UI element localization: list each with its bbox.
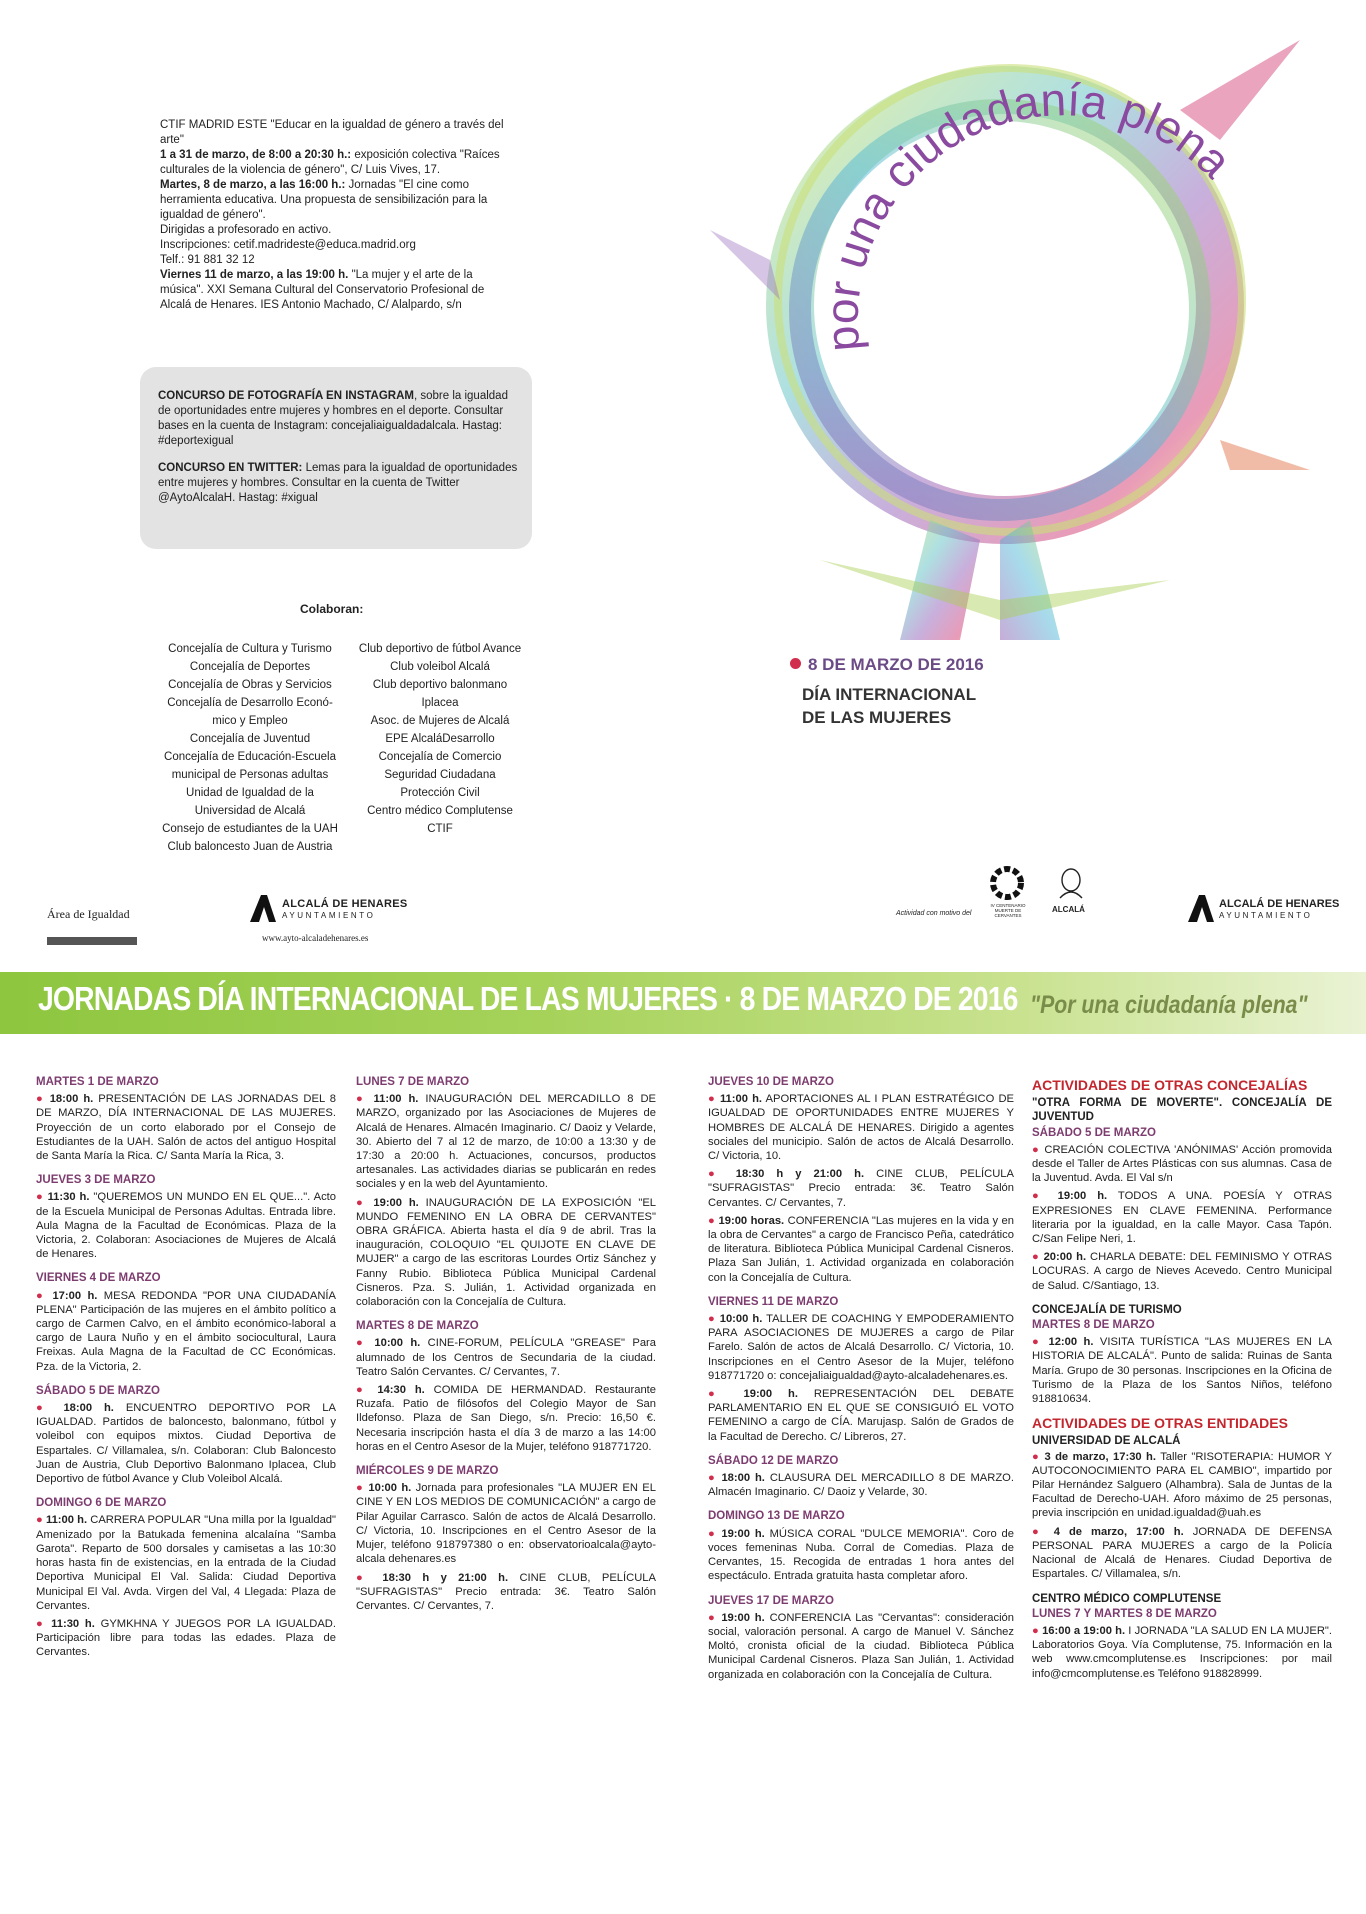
event-time: 10:00 h. (719, 1313, 763, 1326)
colaborador-item: Concejalía de Educación-Escuela (164, 751, 336, 763)
program-event (36, 1401, 336, 1486)
bullet-dot-icon: ● (708, 1611, 722, 1624)
colaborador-item: Iplacea (421, 697, 459, 709)
colaboran-right-list (345, 640, 535, 838)
bullet-dot-icon: ● (708, 1472, 722, 1485)
cervantes-portrait-icon (1056, 868, 1086, 902)
event-time: 19:00 h. (721, 1527, 765, 1540)
colaborador-item: Concejalía de Desarrollo Econó- (167, 697, 333, 709)
event-text: INAUGURACIÓN DE LA EXPOSICIÓN "EL MUNDO FEMENINO EN LA OBRA DE CERVANTES" OBRA GRÁFICA. Abierta hasta el día 9 de abril. Tras la inauguración, COLOQUIO "EL QUIJOTE EN CLAVE DE MUJER" a cargo de las escritoras Lourdes Ortiz Sánchez y Fanny Rubio. Biblioteca Pública Municipal Cardenal Cisneros. Pza. S. Julián, 1. Actividad organizada en colaboración con la Concejalía de Cultura. (356, 1196, 656, 1309)
event-time: 11:30 h. (47, 1191, 90, 1204)
event-text: PRESENTACIÓN DE LAS JORNADAS DEL 8 DE MARZO, DÍA INTERNACIONAL DE LAS MUJERES. Proyección de un corto elaborado por el Consejo de Estudiantes de la UAH. Salón de actos del antiguo Hospital de Santa María la Rica. C/ Santa María la Rica, 3. (36, 1093, 336, 1163)
event-time: 20:00 h. (1043, 1251, 1087, 1264)
event-text: MESA REDONDA "POR UNA CIUDADANÍA PLENA" Participación de las mujeres en el ámbito político a cargo de Carmen Calvo, en el ámbito económico-laboral a cargo de Laura Nuño y en el ámbito sociocultural, Laura Freixas. Aula Magna de la Facultad de CC Económicas. Pza. de la Victoria, 2. (36, 1289, 336, 1373)
bullet-dot-icon: ● (1032, 1251, 1044, 1264)
event-time: 19:00 h. (743, 1388, 798, 1401)
program-title: JORNADAS DÍA INTERNACIONAL DE LAS MUJERES · 8 DE MARZO DE 2016 (38, 980, 1018, 1017)
event-text: CONFERENCIA "Las mujeres en la vida y en la obra de Cervantes" a cargo de Francisco Peña, catedrático de literatura. Biblioteca Pública Municipal Cardenal Cisneros. Plaza San Julián, 1. Actividad organizada en colaboración con la Concejalía de Cultura. (708, 1214, 1015, 1284)
cervantes-logo (1056, 868, 1086, 907)
bullet-dot-icon: ● (36, 1617, 52, 1630)
program-event (708, 1312, 1014, 1383)
turismo-day: MARTES 8 DE MARZO (1032, 1319, 1155, 1332)
other-councils-heading: ACTIVIDADES DE OTRAS CONCEJALÍAS (1032, 1077, 1308, 1093)
event-time: 4 de marzo, 17:00 h. (1053, 1525, 1184, 1538)
program-event (708, 1167, 1014, 1210)
bullet-dot-icon: ● (356, 1337, 375, 1350)
cmc-events (1032, 1624, 1332, 1681)
colaborador-item: Club deportivo de fútbol Avance (358, 643, 522, 655)
colaborador-item: Protección Civil (400, 787, 480, 799)
juventud-events (1032, 1143, 1332, 1293)
ctif-text-1: exposición colectiva "Raíces culturales de la violencia de género", C/ Luis Vives, 17. (160, 149, 500, 176)
ctif-date-1: 1 a 31 de marzo, de 8:00 a 20:30 h.: (160, 149, 352, 161)
other-entities-heading: ACTIVIDADES DE OTRAS ENTIDADES (1032, 1415, 1288, 1432)
event-text: GYMKHNA Y JUEGOS POR LA IGUALDAD. Participación libre para todas las edades. Plaza de Cervantes. (36, 1617, 336, 1659)
centenario-logo (990, 866, 1024, 905)
event-text: CINE-FORUM, PELÍCULA "GREASE" Para alumnado de los Centros de Secundaria de la ciudad. Teatro Salón Cervantes. C/ Cervantes, 7. (356, 1337, 656, 1378)
bullet-dot-icon: ● (356, 1384, 378, 1397)
event-time: 12:00 h. (1048, 1336, 1094, 1349)
event-text: Jornada para profesionales "LA MUJER EN EL CINE Y EN LOS MEDIOS DE COMUNICACIÓN" a cargo de Pilar Aguilar Carrasco. Salón de actos de Alcalá Desarrollo. C/ Victoria, 10. Inscripciones en el Centro Asesor de la Mujer, teléfono 918797380 o en: observatorioalcala@ayto-alcala dehenares.es (356, 1482, 656, 1566)
ayto-city-left: ALCALÁ DE HENARES (282, 898, 408, 910)
uah-title: UNIVERSIDAD DE ALCALÁ (1032, 1435, 1181, 1448)
colaborador-item: Universidad de Alcalá (194, 805, 306, 817)
area-igualdad: Área de Igualdad (47, 907, 130, 921)
bullet-dot-icon: ● (36, 1402, 64, 1415)
program-event (708, 1387, 1014, 1444)
event-time: 10:00 h. (374, 1337, 421, 1350)
colaboran-title: Colaboran: (300, 602, 364, 616)
event-time: 16:00 a 19:00 h. (1042, 1624, 1126, 1637)
program-column-2 (356, 1075, 656, 1617)
contests-box (140, 367, 532, 549)
event-text: JORNADA DE DEFENSA PERSONAL PARA MUJERES a cargo de la Policía Nacional de Alcalá de Henares. Ciudad Deportiva de Espartales. C/ Villamalea, s/n. (1032, 1525, 1332, 1581)
motivo-text: Actividad con motivo del (896, 910, 972, 917)
event-text: Taller "RISOTERAPIA: HUMOR Y AUTOCONOCIMIENTO PARA EL CAMBIO", impartido por Pilar Hernández Salguero (Alhambra). Sala de Juntas de la Facultad de Derecho-UAH. Aforo máximo de 25 personas, previa inscripción en unidad.igualdad@uah.es (1032, 1450, 1332, 1520)
event-text: APORTACIONES AL I PLAN ESTRATÉGICO DE IGUALDAD DE OPORTUNIDADES ENTRE MUJERES Y HOMBRES DE ALCALÁ DE HENARES. Dirigido a agentes sociales del municipio. Salón de actos de Alcalá Desarrollo. C/ Victoria, 10. (708, 1093, 1015, 1163)
program-event (36, 1289, 336, 1374)
event-text: TALLER DE COACHING Y EMPODERAMIENTO PARA ASOCIACIONES DE MUJERES a cargo de Pilar Farelo. Salón de actos de Alcalá Desarrollo. C/ Victoria, 10. Inscripciones en el Centro Asesor de la Mujer, teléfono 918771720 o: concejaliaigualdad@ayto-alcaladehenares.es. (708, 1313, 1014, 1382)
program-day-heading: VIERNES 11 DE MARZO (708, 1295, 839, 1308)
cover-line-2: DE LAS MUJERES (802, 708, 952, 727)
program-event (36, 1190, 336, 1261)
program-day-heading: DOMINGO 13 DE MARZO (708, 1510, 845, 1523)
event-text: CLAUSURA DEL MERCADILLO 8 DE MARZO. Almacén Imaginario. C/ Daoiz y Velarde, 30. (708, 1472, 1014, 1499)
event-text: CINE CLUB, PELÍCULA "SUFRAGISTAS" Precio entrada: 3€. Teatro Salón Cervantes. C/ Cervantes, 7. (708, 1168, 1014, 1209)
event-time: 17:00 h. (52, 1289, 98, 1302)
turismo-events (1032, 1335, 1332, 1406)
program-day-heading: JUEVES 17 DE MARZO (708, 1594, 834, 1607)
event-time: 11:00 h. (45, 1514, 88, 1527)
ayto-label-right: AYUNTAMIENTO (1219, 911, 1313, 920)
event-text: ENCUENTRO DEPORTIVO POR LA IGUALDAD. Partidos de baloncesto, balonmano, fútbol y voleibol con equipos mixtos. Ciudad Deportiva de Espartales. C/ Villamalea, s/n. Colaboran: Club Baloncesto Juan de Austria, Club Deportivo Balonmano Iplacea, Club Deportivo de fútbol Avance y Club Voleibol Alcalá. (36, 1402, 336, 1486)
program-event (36, 1092, 336, 1163)
cover-subtitle (802, 683, 976, 729)
colaborador-item: Concejalía de Cultura y Turismo (168, 643, 332, 655)
ctif-date-3: Viernes 11 de marzo, a las 19:00 h. (160, 269, 349, 281)
program-event (708, 1611, 1014, 1682)
alcala-small-text: ALCALÁ (1052, 905, 1085, 914)
colaborador-item: Consejo de estudiantes de la UAH (162, 823, 338, 835)
colaborador-item: Unidad de Igualdad de la (186, 787, 314, 799)
bullet-dot-icon: ● (1032, 1143, 1045, 1156)
cmc-day: LUNES 7 Y MARTES 8 DE MARZO (1032, 1607, 1217, 1620)
program-event (356, 1571, 656, 1614)
event-text: CREACIÓN COLECTIVA 'ANÓNIMAS' Acción promovida desde el Taller de Artes Plásticas con sus alumnas. Casa de la Juventud. Avda. El Val s/n (1032, 1143, 1332, 1185)
uah-events (1032, 1450, 1332, 1582)
colaborador-item: Concejalía de Juventud (189, 733, 311, 745)
event-text: REPRESENTACIÓN DEL DEBATE PARLAMENTARIO EN EL QUE SE CONSIGUIÓ EL VOTO FEMENINO a cargo de CÍA. Marujasp. Salón de Grados de la Facultad de Derecho. C/ Libreros, 27. (708, 1388, 1014, 1443)
colaborador-item: Concejalía de Comercio (378, 751, 502, 763)
bullet-dot-icon: ● (1032, 1450, 1045, 1463)
program-event (1032, 1189, 1332, 1246)
program-event (356, 1336, 656, 1379)
cmc-title: CENTRO MÉDICO COMPLUTENSE (1032, 1592, 1222, 1605)
program-day-heading: SÁBADO 12 DE MARZO (708, 1454, 839, 1467)
bullet-dot-icon (790, 658, 801, 669)
program-column-3 (708, 1075, 1014, 1686)
event-text: "QUEREMOS UN MUNDO EN EL QUE...". Acto de la Escuela Municipal de Personas Adultas. Entrada libre. Aula Magna de la Facultad de Económicas. Plaza de la Victoria, 2. Colaboran: Asociaciones de Mujeres de Alcalá de Henares. (36, 1191, 336, 1261)
ayto-logo-right (1186, 893, 1216, 928)
ayto-city-right: ALCALÁ DE HENARES (1219, 898, 1340, 910)
program-event (708, 1214, 1014, 1285)
program-day-heading: LUNES 7 DE MARZO (356, 1076, 470, 1088)
event-time: 3 de marzo, 17:30 h. (1044, 1450, 1156, 1463)
event-text: I JORNADA "LA SALUD EN LA MUJER". Laboratorios Goya. Vía Complutense, 75. Información en la web www.cmcomplutense.es Inscripciones: por mail info@cmcomplutense.es Teléfono 918828999. (1032, 1624, 1332, 1680)
program-event (356, 1196, 656, 1310)
colaborador-item: Club deportivo balonmano (372, 679, 508, 691)
event-text: VISITA TURÍSTICA "LAS MUJERES EN LA HISTORIA DE ALCALÁ". Punto de salida: Ruinas de Santa María. Grupo de 30 personas. Inscripciones en la Oficina de Turismo de la Plaza de los Santos Niños, teléfono 918810634. (1032, 1336, 1332, 1406)
centenario-c-icon (990, 866, 1024, 900)
program-event (1032, 1525, 1332, 1582)
program-event (1032, 1624, 1332, 1681)
program-event (708, 1471, 1014, 1499)
bullet-dot-icon: ● (708, 1313, 720, 1326)
bullet-dot-icon: ● (36, 1289, 53, 1302)
event-text: CHARLA DEBATE: DEL FEMINISMO Y OTRAS LOCURAS. A cargo de Nieves Acevedo. Centro Municipal de Salud. C/Santiago, 13. (1032, 1251, 1332, 1292)
ctif-info (160, 118, 510, 313)
program-slogan: "Por una ciudadanía plena" (1030, 991, 1308, 1019)
instagram-contest-title: CONCURSO DE FOTOGRAFÍA EN INSTAGRAM (158, 390, 414, 402)
bullet-dot-icon: ● (708, 1527, 722, 1540)
ctif-text-2: Jornadas "El cine como herramienta educativa. Una propuesta de sensibilización para la igualdad de género". (160, 179, 488, 221)
colaborador-item: Seguridad Ciudadana (384, 769, 496, 781)
program-event (1032, 1335, 1332, 1406)
bullet-dot-icon: ● (1032, 1336, 1049, 1349)
colaborador-item: Centro médico Complutense (367, 805, 513, 817)
bullet-dot-icon: ● (1032, 1525, 1054, 1538)
program-column-1 (36, 1075, 336, 1664)
bullet-dot-icon: ● (1032, 1190, 1058, 1203)
event-text: TODOS A UNA. POESÍA Y OTRAS EXPRESIONES EN CLAVE FEMENINA. Performance literaria por la igualdad, en la calle Mayor. Casa Tapón. C/San Felipe Neri, 1. (1032, 1190, 1332, 1246)
event-time: 19:00 horas. (718, 1214, 785, 1227)
colaborador-item: municipal de Personas adultas (171, 769, 329, 781)
bullet-dot-icon: ● (36, 1514, 46, 1527)
colaboran-left-list (150, 640, 350, 856)
event-text: COMIDA DE HERMANDAD. Restaurante Ruzafa. Patio de filósofos del Colegio Mayor de San Ildefonso. Plaza de San Diego, s/n. Precio: 16,50 €. Necesaria inscripción hasta el día 3 de marzo a las 14:00 horas en el Centro Asesor de la Mujer, teléfono 918771720. (356, 1384, 656, 1453)
program-day-heading: DOMINGO 6 DE MARZO (36, 1497, 167, 1510)
event-time: 19:00 h. (721, 1611, 765, 1624)
program-event (708, 1092, 1014, 1163)
bullet-dot-icon: ● (36, 1191, 48, 1204)
colaborador-item: EPE AlcaláDesarrollo (385, 733, 495, 745)
event-time: 18:30 h y 21:00 h. (382, 1571, 509, 1584)
program-event (356, 1481, 656, 1566)
ayto-web: www.ayto-alcaladehenares.es (262, 933, 369, 943)
program-event (708, 1527, 1014, 1584)
colaborador-item: Concejalía de Deportes (189, 661, 311, 673)
alcala-a-icon (1186, 893, 1216, 923)
centenario-text: IV CENTENARIO MUERTE DE CERVANTES (990, 903, 1026, 918)
bullet-dot-icon: ● (708, 1093, 720, 1106)
event-time: 11:00 h. (373, 1093, 419, 1106)
event-time: 11:00 h. (719, 1093, 763, 1106)
bullet-dot-icon: ● (356, 1196, 374, 1209)
program-day-heading: VIERNES 4 DE MARZO (36, 1272, 161, 1285)
ctif-text-3: "La mujer y el arte de la música". XXI Semana Cultural del Conservatorio Profesional de Alcalá de Henares. IES Antonio Machado, C/ Alalpardo, s/n (160, 269, 485, 311)
event-time: 19:00 h. (1057, 1190, 1108, 1203)
event-time: 11:30 h. (51, 1617, 95, 1630)
program-event (1032, 1143, 1332, 1186)
turismo-title: CONCEJALÍA DE TURISMO (1032, 1303, 1182, 1316)
bullet-dot-icon: ● (36, 1093, 50, 1106)
footer-logo-strip (47, 937, 137, 945)
twitter-contest-title: CONCURSO EN TWITTER: (158, 462, 303, 474)
colaborador-item: Asoc. de Mujeres de Alcalá (370, 715, 510, 727)
program-day-heading: MIÉRCOLES 9 DE MARZO (356, 1465, 499, 1478)
event-time: 10:00 h. (368, 1482, 412, 1495)
juventud-title: "OTRA FORMA DE MOVERTE". CONCEJALÍA DE JUVENTUD (1032, 1097, 1332, 1124)
program-column-4 (1032, 1078, 1332, 1685)
twitter-contest-text: Lemas para la igualdad de oportunidades entre mujeres y hombres. Consultar en la cuenta de Twitter @AytoAlcalaH. Hastag: #xigual (158, 462, 518, 504)
program-event (356, 1383, 656, 1454)
program-event (36, 1617, 336, 1660)
program-day-heading: SÁBADO 5 DE MARZO (36, 1384, 160, 1397)
cover-date-text: 8 DE MARZO DE 2016 (808, 655, 984, 674)
ayto-logo-left (248, 893, 278, 928)
program-event (356, 1092, 656, 1191)
cover-date (790, 655, 984, 675)
colaborador-item: mico y Empleo (212, 715, 288, 727)
cover-slogan (760, 60, 1320, 620)
ctif-email: Inscripciones: cetif.madrideste@educa.madrid.org (160, 239, 416, 251)
colaborador-item: Club baloncesto Juan de Austria (167, 841, 333, 853)
program-day-heading: MARTES 1 DE MARZO (36, 1076, 159, 1088)
cover-line-1: DÍA INTERNACIONAL (802, 685, 977, 704)
slogan-text (815, 73, 1241, 354)
event-time: 18:30 h y 21:00 h. (735, 1168, 865, 1181)
ayto-label-left: AYUNTAMIENTO (282, 911, 376, 920)
event-time: 18:00 h. (721, 1472, 765, 1485)
program-event (1032, 1450, 1332, 1521)
slogan-textpath: por una ciudadanía plena (815, 73, 1242, 354)
event-text: MÚSICA CORAL "DULCE MEMORIA". Coro de voces femeninas Nuba. Corral de Comedias. Plaza de Cervantes, 15. Recogida de entradas 1 hora antes del espectáculo. Entrada gratuita hasta completar aforo. (708, 1527, 1014, 1583)
event-time: 19:00 h. (373, 1196, 419, 1209)
bullet-dot-icon: ● (708, 1388, 744, 1401)
event-text: CARRERA POPULAR "Una milla por la Igualdad" Amenizado por la Batukada femenina alcalaína "Samba Garota". Reparto de 500 dorsales y camisetas a las 10:30 horas hasta fin de existencias, en la entrada de la Ciudad Deportiva Municipal El Val. Salida: Ciudad Deportiva Municipal El Val. Avda. Virgen del Val, 4 Llegada: Plaza de Cervantes. (36, 1514, 337, 1612)
bullet-dot-icon: ● (356, 1482, 369, 1495)
bullet-dot-icon: ● (708, 1168, 736, 1181)
bullet-dot-icon: ● (1032, 1624, 1043, 1637)
bullet-dot-icon: ● (356, 1093, 374, 1106)
program-event (1032, 1250, 1332, 1293)
bullet-dot-icon: ● (356, 1571, 383, 1584)
program-day-heading: MARTES 8 DE MARZO (356, 1320, 479, 1333)
colaborador-item: Club voleibol Alcalá (390, 661, 490, 673)
program-event (36, 1513, 336, 1612)
event-text: CINE CLUB, PELÍCULA "SUFRAGISTAS" Precio entrada: 3€. Teatro Salón Cervantes. C/ Cervantes, 7. (356, 1571, 656, 1612)
ctif-phone: Telf.: 91 881 32 12 (160, 254, 255, 266)
ctif-audience: Dirigidas a profesorado en activo. (160, 224, 332, 236)
event-text: INAUGURACIÓN DEL MERCADILLO 8 DE MARZO, organizado por las Asociaciones de Mujeres de Alcalá de Henares. Almacén Imaginario. C/ Daoiz y Velarde, 30. Abierto del 7 al 12 de marzo, de 10:00 a 13:30 y de 17:30 a 20:00 h. Actuaciones, concursos, productos artesanales. Las actividades diarias se publicarán en redes sociales y en la web del Ayuntamiento. (356, 1093, 656, 1191)
alcala-a-icon (248, 893, 278, 923)
colaborador-item: Concejalía de Obras y Servicios (168, 679, 332, 691)
event-time: 18:00 h. (49, 1093, 94, 1106)
event-text: CONFERENCIA Las "Cervantas": consideración social, valoración personal. A cargo de Manuel V. Sánchez Moltó, cronista oficial de la ciudad. Biblioteca Pública Municipal Cardenal Cisneros. Plaza San Julián, 1. Actividad organizada en colaboración con la Concejalía de Cultura. (708, 1611, 1014, 1681)
event-time: 14:30 h. (377, 1384, 425, 1397)
program-day-heading: JUEVES 3 DE MARZO (36, 1174, 156, 1187)
colaborador-item: CTIF (427, 823, 453, 835)
instagram-contest-text: , sobre la igualdad de oportunidades entre mujeres y hombres en el deporte. Consultar bases en la cuenta de Instagram: concejaliaigualdadalcala. Hastag: #deportexigual (158, 390, 508, 447)
ctif-date-2: Martes, 8 de marzo, a las 16:00 h.: (160, 179, 346, 191)
juventud-day: SÁBADO 5 DE MARZO (1032, 1126, 1156, 1139)
bullet-dot-icon: ● (708, 1214, 719, 1227)
program-day-heading: JUEVES 10 DE MARZO (708, 1076, 834, 1088)
ctif-title: CTIF MADRID ESTE "Educar en la igualdad de género a través del arte" (160, 119, 504, 146)
event-time: 18:00 h. (63, 1402, 114, 1415)
